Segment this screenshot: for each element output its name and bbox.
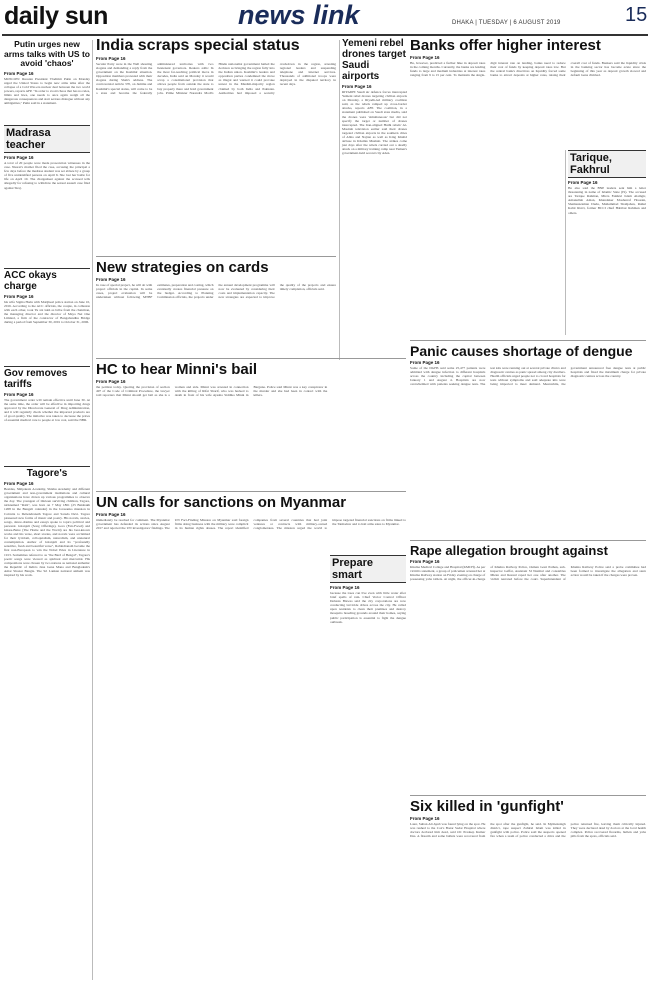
continuation-label: From Page 16 <box>4 294 34 299</box>
story-headline: HC to hear Minni's bail <box>96 361 258 378</box>
dateline: DHAKA | TUESDAY | 6 AUGUST 2019 <box>452 20 561 26</box>
section-rule <box>410 340 646 341</box>
story-body: Some of the DGHS said some 25,477 patients were admitted with dengue infection to different hospitals across the country including the capital between January 1 and August 4. Hospitals are now overwhelmed with patients seeking dengue tests. The test kits were running out at several private clinics and diagnostic centres as panic spread among city dwellers. Health officials urged people not to crowd hospitals for tests without symptoms and said adequate kits were being imported to meet demand. Meanwhile, the government announced free dengue tests at public hospitals and fixed the maximum charge for private diagnostic centres across the country. <box>410 366 646 387</box>
story-body: He also said the BNP leaders sent him a letter threatening in name of Islamic State (IS). The accused are Tarique Rahman, Mirza Fakhrul Islam Alamgir, Amanullah Aman, Khandaker Mosharraf Hossain, Shamsuzzaman Dudu, Muhammad Shahjahan, Ruhul Kabir Rizvi, former BCCI chief Habibur Rahman and others. <box>568 186 646 215</box>
continuation-label: From Page 16 <box>96 277 126 282</box>
continuation-label: From Page 16 <box>342 84 372 89</box>
continuation-label: From Page 16 <box>4 70 34 76</box>
story-headline: Putin urges new arms talks with US to avoid 'chaos' <box>4 39 90 68</box>
continuation-label: From Page 16 <box>4 155 34 160</box>
continuation-label: From Page 16 <box>410 816 440 821</box>
story-body: Secular Party were in the Well shouting slogans and demanding a reply from the government on the Kashmir situation. Opposition members protested with their slogans during Shah's address. The controversial Article 370, on Jammu and Kashmir's special status, will come to be a state and become the federally administered territories with two lieutenant governors. Reuters adds: In the most far-reaching political move in decades, India said on Monday it would scrap a constitutional provision that allows people from outside the state to buy property there and hold government jobs. Prime Minister Narendra Modi's Hindu nationalist government hailed the decision as bringing the region fully into the Indian union. Kashmir's leaders and opposition parties condemned the move as illegal and warned it could provoke unrest in the Muslim-majority region claimed by both India and Pakistan. Authorities had imposed a security crackdown in the region, arresting regional leaders and suspending telephone and internet services. Thousands of additional troops were deployed in the disputed territory in recent days. <box>96 62 336 95</box>
story-rape <box>410 543 646 793</box>
story-tarique <box>568 150 646 338</box>
story-body: MOSCOW: Russian President Vladimir Putin on Monday urged the United States to begin new arms talks after the collapse of a Cold War-era nuclear deal between the two world powers, reports AFP. "In order to avoid chaos that has no rules, limits and laws, one needs to once again weigh all the dangerous consequences and start serious dialogue without any ambiguities," Putin said in a statement. <box>4 76 90 106</box>
continuation-label: From Page 16 <box>410 360 440 365</box>
story-body: In case of special project, he will sit with project officials in the capital. In some cases, project evaluation will be undertaken without following MTBF estimates, preparation and costing, which eventually creates financial pressure on the budget. According to Planning Commission officials, the projects under the annual development programme will now be evaluated by considering their costs and implementation capacity. The new strategies are expected to improve the quality of the projects and ensure timely completion, officials said. <box>96 283 336 300</box>
story-body: his wife Sigma Huda with Motijheel police station on June 10, 2016. According to the ACC officials, the couple, in collusion with each other, took Tk six lakh as bribe from the chairman, the managing director and the director of Maya Net One Limited, a firm of the contractor of Bangabandhu Bridge during a period from September 30, 2001 to October 31, 2006. <box>4 300 90 325</box>
story-body: Besides, Shilpakala Academy, Shishu Academy and different government and non-government institutions and cultural organisations have drawn up various programmes to observe the day. The youngest of thirteen surviving children, Tagore, nicknamed "Rabi", was born on 7 May 1861 (25 Baishakh 1268 in the Bengali calendar) in the Jorasanko mansion in Calcutta to Debendranath Tagore and Sarada Devi. Tagore pioneered new forms of music and poetry. His novels, stories, songs, dance-dramas and essays spoke to topics political and personal. Gitanjali (Song Offerings), Gora (Fair-Faced) and Ghare-Baire (The Home and the World) are his best-known works and his verse, short stories, and novels were acclaimed for their lyricism, colloquialism, naturalism, and unnatural contemplation. Author of Gitanjali and its "profoundly sensitive, fresh and beautiful verse", Rabindranath became the first non-European to win the Nobel Prize in Literature in 1913. Sometimes referred to as "the Bard of Bengal", Tagore's poetic songs were viewed as spiritual and mercurial. His compositions were chosen by two nations as national anthems: the Republic of India's Jana Gana Mana and Bangladesh's Amar Shonar Bangla. The Sri Lankan national anthem was inspired by his work. <box>4 487 90 577</box>
story-headline: Panic causes shortage of dengue <box>410 343 633 359</box>
story-body: because the trees can live even with little water after brief spells of rain. Chief Vector Control Officer Debasis Biswas said the city corporations are now conducting larvicide drives across the city. He called upon residents to clean their premises and destroy mosquito breeding grounds around their homes, saying public participation is essential to fight the dengue outbreak. <box>330 591 406 624</box>
story-minni <box>96 361 406 489</box>
story-body: RIYADH: Saudi air defence forces intercepted Yemeni rebel drones targeting civilian airports on Monday, a Riyadh-led military coalition said, as the rebels ramped up cross-border attacks, reports AFP. The coalition, in a statement published on Saudi state media, said the drones were 'simultaneous' but did not specify the target or number of drones intercepted. The Iran-aligned Huthi rebels' Al-Masirah television earlier said their drones targeted civilian airports in the southern cities of Abha and Najran as well as King Khalid airbase in Khamis Mushait. The strikes come just days after the rebels carried out a deadly attack on a military training camp near Yemen's government-held second city Aden. <box>342 90 407 156</box>
continuation-label: From Page 16 <box>330 585 360 590</box>
story-headline: Tagore's <box>4 466 90 479</box>
column-divider <box>565 150 566 335</box>
story-headline: UN calls for sanctions on Myanmar <box>96 494 347 511</box>
story-headline: Prepare smart <box>330 555 406 583</box>
continuation-label: From Page 16 <box>96 379 126 384</box>
section-rule <box>410 540 646 541</box>
section-rule <box>96 358 406 359</box>
story-headline: ACC okays charge <box>4 268 90 292</box>
story-tagore <box>4 466 90 980</box>
section-rule <box>410 795 646 796</box>
page-number: 15 <box>625 4 648 26</box>
story-body: Later, Sultan Ali Ayub was found lying on the spot. He was rushed to the Cox's Bazar Sadar Hospital where doctors declared him dead, said OC Pradeep Kumar Das. A firearm and some bullets were recovered from the spot after the gunfight, he said. In Mymensingh district, rape suspect Zahirul Islam was killed in gunfight with police. Police said the suspects opened fire when a team of police conducted a drive and the police returned fire, leaving them critically injured. They were declared dead by doctors at the local health complex. Police recovered firearms, bullets and yaba pills from the spots, officials said. <box>410 822 646 839</box>
story-india <box>96 37 336 253</box>
story-headline: Rape allegation brought against <box>410 543 608 558</box>
continuation-label: From Page 16 <box>4 481 34 486</box>
story-headline: Six killed in 'gunfight' <box>410 798 564 815</box>
section-title: news link <box>238 0 360 30</box>
story-body: immediately be reached for comment. The Myanmar government has defended its actions since August 2017 and rejected the UN investigators' findings. The UN Fact-Finding Mission on Myanmar said foreign firms doing business with the military were complicit in its human rights abuses. The report identified companies from several countries that had joint ventures or contracts with military-owned conglomerates. The mission urged the world to impose targeted financial sanctions on firms linked to the Tatmadaw and to halt arms sales to Myanmar. <box>96 518 406 531</box>
story-headline: India scraps special status <box>96 37 300 54</box>
story-prepare <box>330 555 406 795</box>
story-headline: New strategies on cards <box>96 259 269 276</box>
story-headline: Banks offer higher interest <box>410 37 601 54</box>
paper-logo: daily sun <box>4 2 108 30</box>
story-dengue <box>410 343 646 538</box>
section-rule <box>96 256 336 257</box>
story-headline: Yemeni rebel drones target Saudi airports <box>342 38 406 82</box>
story-headline: Gov removes tariffs <box>4 366 90 390</box>
column-divider <box>339 40 340 360</box>
continuation-label: From Page 16 <box>410 559 440 564</box>
section-rule <box>96 491 406 492</box>
story-body: He, however, predicted a further hike in deposit rates in the coming months. Currently, the banks are lending funds to large and medium industries at interest rates ranging from 9 to 15 per cent. To maintain the single-digit interest rate on lending, banks need to reduce their cost of funds by keeping deposit rates low. But the central bank's directives on liquidity forced some banks to attract deposits at higher rates, raising their overall cost of funds. Bankers said the liquidity crisis in the banking sector has become acute since the beginning of this year as deposit growth slowed and default loans climbed. <box>410 61 646 78</box>
story-acc <box>4 268 90 366</box>
continuation-label: From Page 16 <box>4 392 34 397</box>
story-body: The government order will remain effective until June 30. At the same time, the order will be effective in importing drugs approved by the Directorate General of Drug Administration, and it will regularly check whether the imported products are of good quality. The initiative was taken to decrease the prices of essential medical care to people at low cost, said the NBR. <box>4 398 90 423</box>
continuation-label: From Page 16 <box>96 512 126 517</box>
story-headline: Madrasa teacher <box>4 125 90 153</box>
continuation-label: From Page 16 <box>410 55 440 60</box>
story-body: the petition today. Quoting the provision of section 497 of the Code of Criminal Procedure, the lawyer told reporters that Minni should get bail as she is a woman and sick. Minni was arrested in connection with the killing of Rifat Sharif, who was hacked to death in front of his wife Ayesha Siddika Minni in Barguna. Police said Minni was a key conspirator in the murder and she had been in contact with the killers. <box>96 385 328 398</box>
story-putin <box>4 39 90 106</box>
story-gunfight <box>410 798 646 980</box>
story-yemen <box>342 38 407 360</box>
story-new-strategies <box>96 259 336 356</box>
masthead <box>0 0 650 34</box>
continuation-label: From Page 16 <box>568 180 598 185</box>
column-divider <box>92 40 93 980</box>
continuation-label: From Page 16 <box>96 56 126 61</box>
story-gov <box>4 366 90 466</box>
masthead-rule <box>2 34 648 36</box>
story-body: A total of 20 people were made prosecution witnesses in the case. Nusrat's mother filed the case, accusing the principal a few days before the madrasa student was set ablaze by a group of five unidentified persons on April 6. She lost her battle for life on April 10. The chargesheet against the accused tells allegedly for refusing to withdraw the sexual assault case filed against Siraj. <box>4 161 90 190</box>
story-body: Khulna Medical College and Hospital (KMCH). As per victim's statement, a group of policemen arrested her at Khulna Railway station on Friday evening on charge of possessing yaba tablets. At night, the officer-in-charge of Khulna Railway Police, Osman Goni Pathan, sub-inspector Gaffar, Assistant SI Nazmul and constables Mizan and Rezaul raped her one after another. The victim narrated before the court. Superintendent of Khulna Railway Police said a probe committee had been formed to investigate the allegation and stern action would be taken if the charges were proven. <box>410 565 646 582</box>
story-madrasa <box>4 125 90 268</box>
story-headline: Tarique, Fakhrul <box>568 150 646 178</box>
